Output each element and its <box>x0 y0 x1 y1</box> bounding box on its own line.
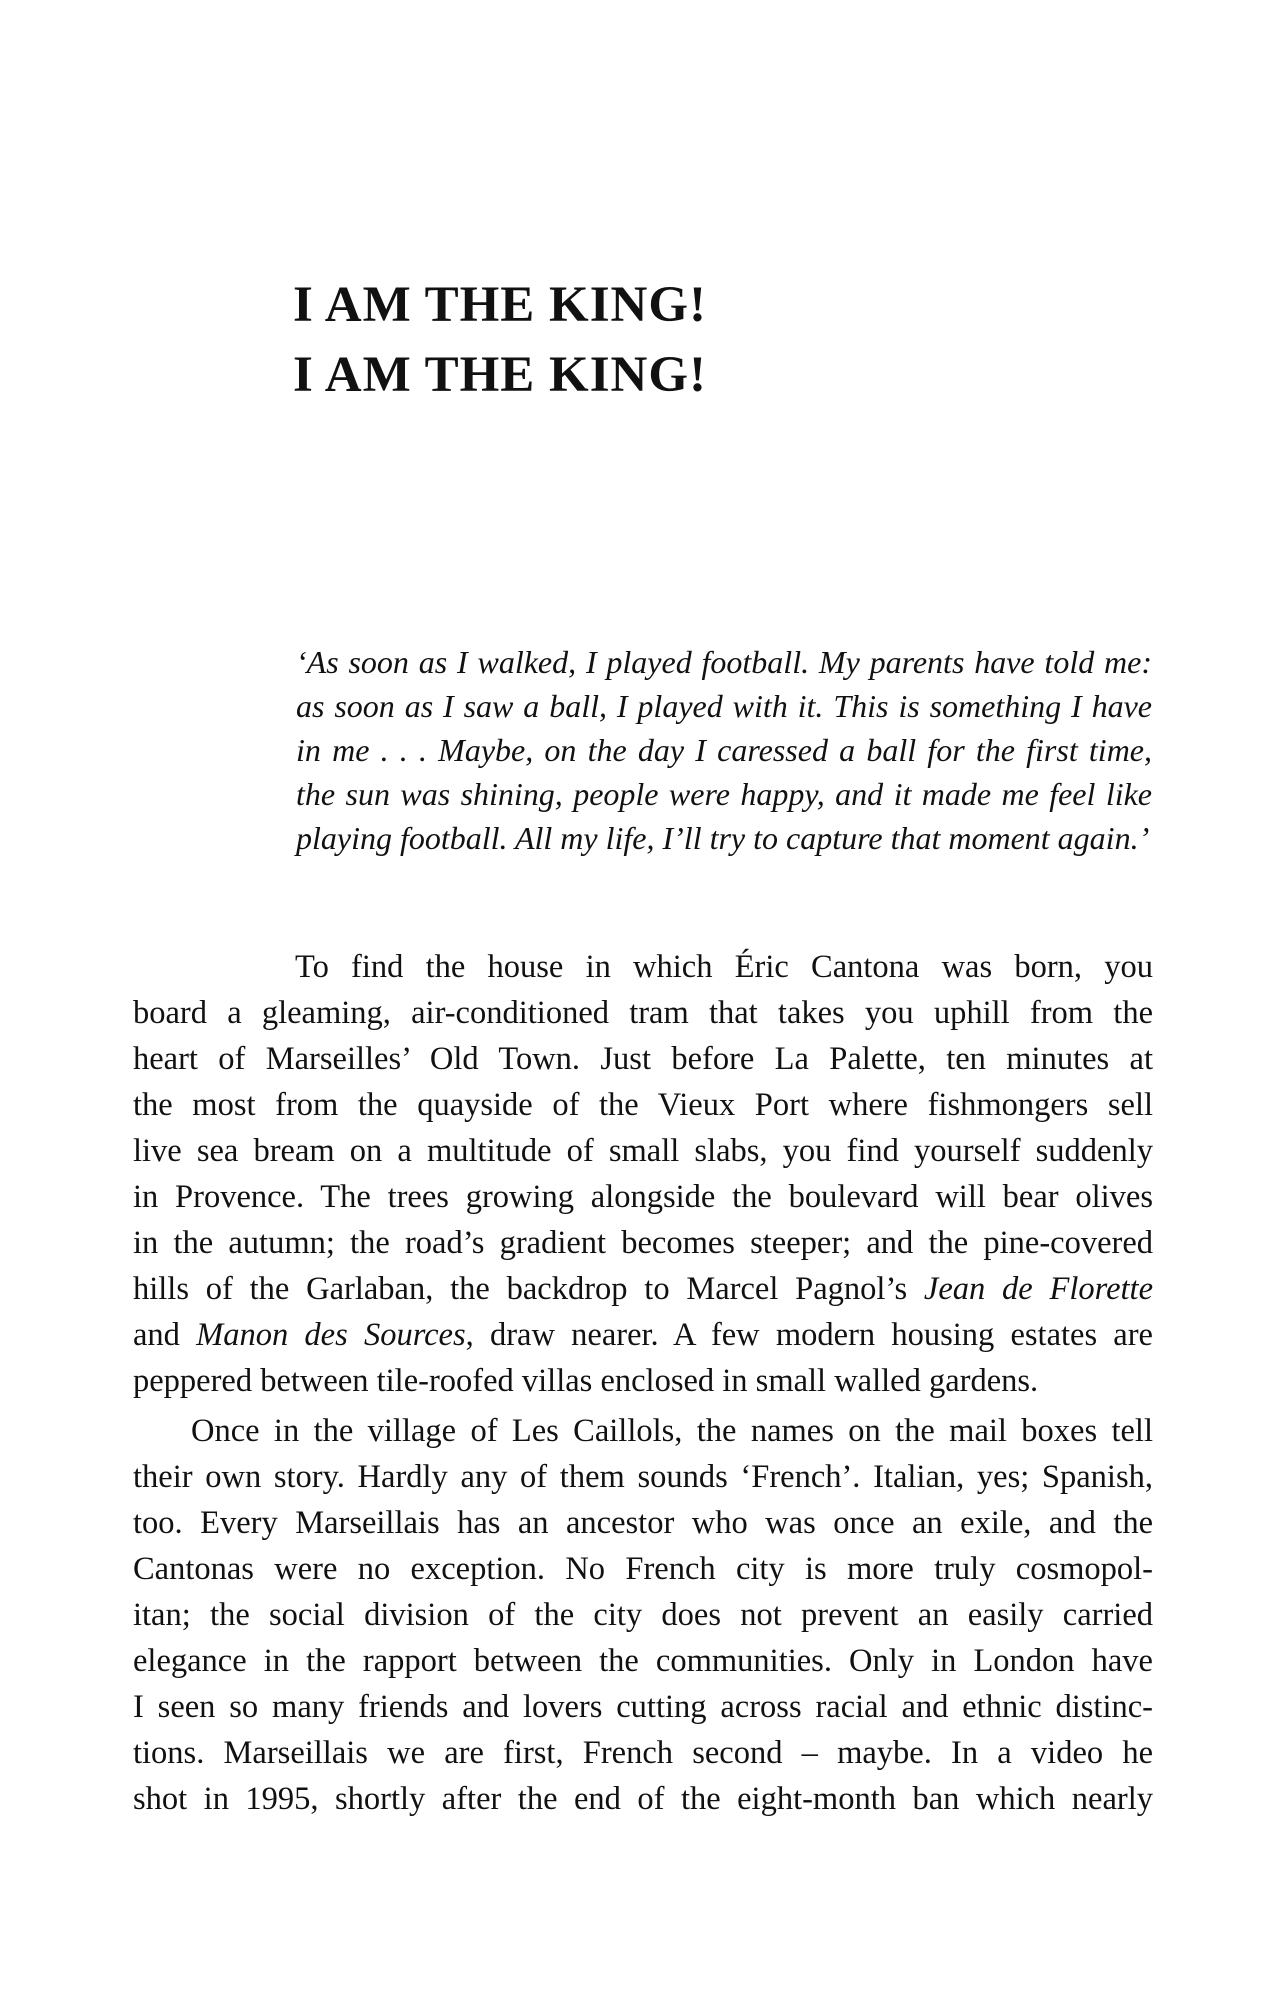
paragraph-1-line: in the autumn; the road’s gradient becomes steeper; and the pine-covered <box>133 1225 1153 1261</box>
epigraph-quote <box>296 640 1152 860</box>
paragraph-2-line: their own story. Hardly any of them sounds ‘French’. Italian, yes; Spanish, <box>133 1459 1153 1495</box>
paragraph-1-line: peppered between tile-roofed villas enclosed in small walled gardens. <box>133 1363 1039 1399</box>
paragraph-1-line: in Provence. The trees growing alongside the boulevard will bear olives <box>133 1179 1153 1215</box>
paragraph-2-line: I seen so many friends and lovers cutting across racial and ethnic distinc- <box>133 1689 1153 1725</box>
paragraph-2-line: shot in 1995, shortly after the end of the eight-month ban which nearly <box>133 1781 1153 1817</box>
paragraph-2-line: tions. Marseillais we are first, French second – maybe. In a video he <box>133 1735 1153 1771</box>
paragraph-2-line: itan; the social division of the city does not prevent an easily carried <box>133 1597 1153 1633</box>
paragraph-1-line <box>133 1266 1153 1312</box>
book-title-manon-des-sources: Manon des Sources <box>196 1317 466 1353</box>
paragraph-2-line: too. Every Marseillais has an ancestor who was once an exile, and the <box>133 1505 1153 1541</box>
line-text: and <box>133 1317 197 1353</box>
line-text: , draw nearer. A few modern housing estates are <box>465 1317 1153 1353</box>
epigraph-line: the sun was shining, people were happy, and it made me feel like <box>296 776 1152 812</box>
paragraph-2-line: Once in the village of Les Caillols, the names on the mail boxes tell <box>191 1413 1153 1449</box>
book-title-jean-de-florette: Jean de Florette <box>923 1271 1153 1307</box>
epigraph-line: as soon as I saw a ball, I played with it. This is something I have <box>296 688 1152 724</box>
paragraph-1-line: the most from the quayside of the Vieux Port where fishmongers sell <box>133 1087 1153 1123</box>
chapter-title <box>293 270 707 410</box>
paragraph-2-line: Cantonas were no exception. No French city is more truly cosmopol- <box>133 1551 1153 1587</box>
line-text: hills of the Garlaban, the backdrop to Marcel Pagnol’s <box>133 1271 924 1307</box>
epigraph-line: ‘As soon as I walked, I played football. My parents have told me: <box>296 644 1152 680</box>
body-text <box>133 944 1153 1822</box>
paragraph-2-line: elegance in the rapport between the communities. Only in London have <box>133 1643 1153 1679</box>
paragraph-1-line <box>133 1312 1153 1358</box>
chapter-title-line-2: I AM THE KING! <box>293 347 708 403</box>
paragraph-1-line: heart of Marseilles’ Old Town. Just before La Palette, ten minutes at <box>133 1041 1153 1077</box>
paragraph-1-line: live sea bream on a multitude of small slabs, you find yourself suddenly <box>133 1133 1153 1169</box>
paragraph-1-line: To find the house in which Éric Cantona was born, you <box>295 949 1153 985</box>
epigraph-line: in me . . . Maybe, on the day I caressed a ball for the first time, <box>296 732 1152 768</box>
paragraph-1-line: board a gleaming, air-conditioned tram that takes you uphill from the <box>133 995 1153 1031</box>
epigraph-line: playing football. All my life, I’ll try to capture that moment again.’ <box>296 820 1150 856</box>
chapter-title-line-1: I AM THE KING! <box>293 277 708 333</box>
